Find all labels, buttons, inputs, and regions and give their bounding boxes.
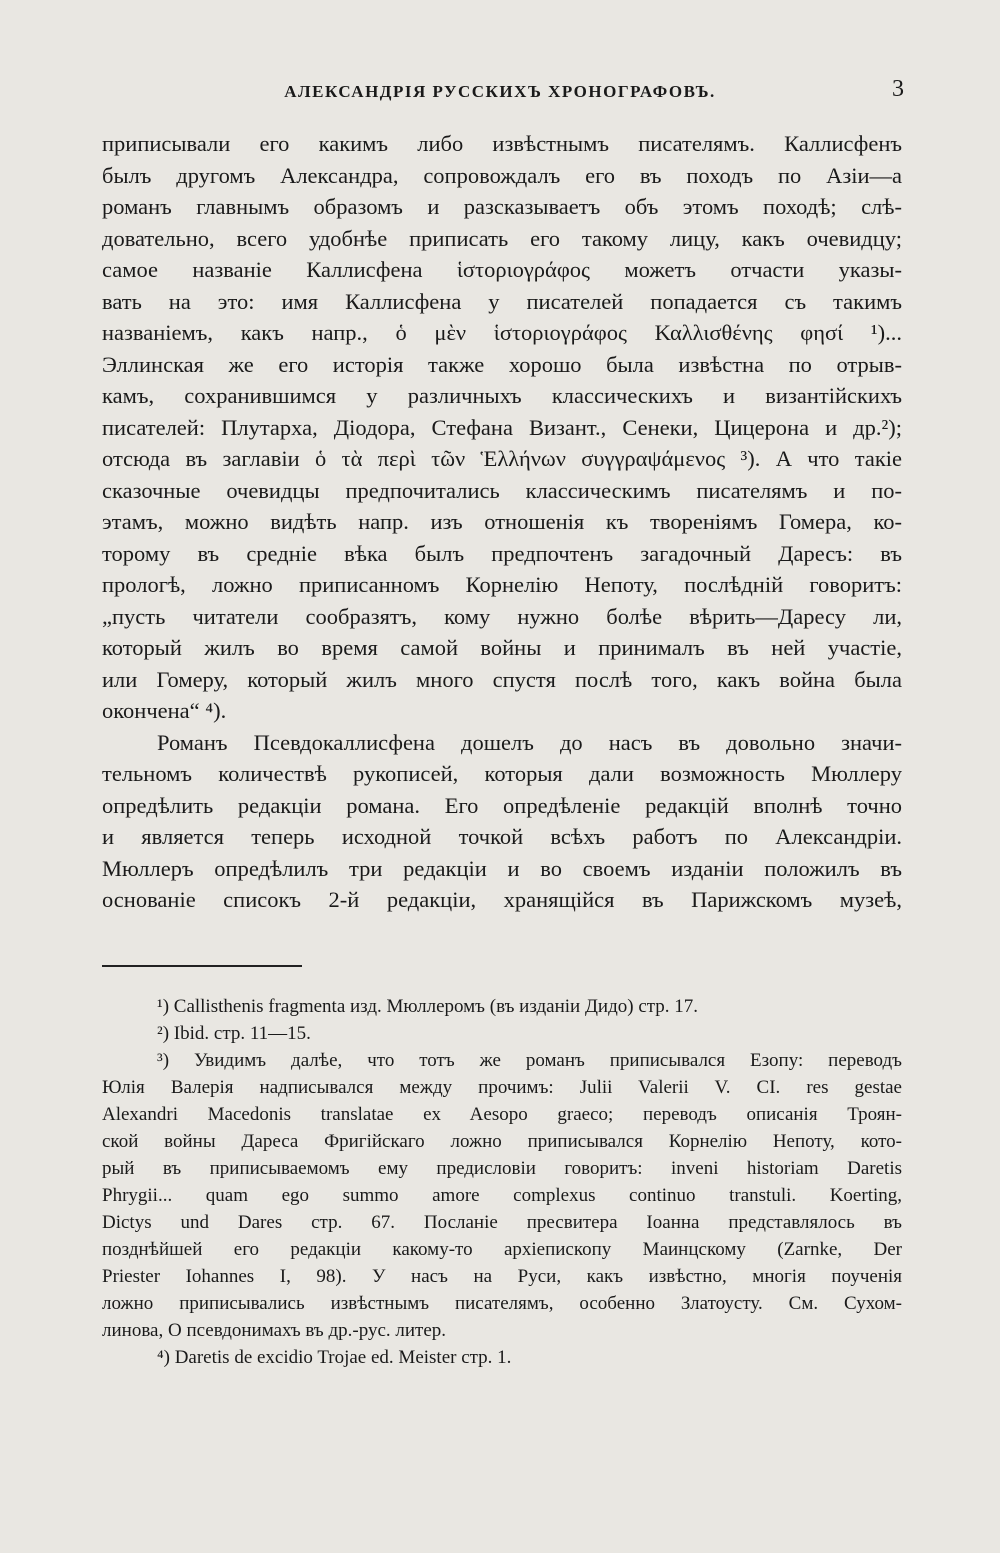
text-line: основаніе списокъ 2-й редакціи, хранящійся въ Парижскомъ музеѣ, xyxy=(102,887,902,912)
text-line: камъ, сохранившимся у различныхъ классическихъ и византійскихъ xyxy=(102,383,902,408)
footnote-line: Alexandri Macedonis translatae ex Aesopo graeco; переводъ описанія Троян- xyxy=(102,1104,902,1125)
text-line: отсюда въ заглавіи ὁ τὰ περὶ τῶν Ἑλλήνων συγγραψάμενος ³). А что такіе xyxy=(102,446,902,471)
text-line: романъ главнымъ образомъ и разсказываетъ объ этомъ походѣ; слѣ- xyxy=(102,194,902,219)
text-line: Романъ Псевдокаллисфена дошелъ до насъ въ довольно значи- xyxy=(157,729,902,755)
text-line: или Гомеру, который жилъ много спустя послѣ того, какъ война была xyxy=(102,666,902,692)
footnote-line: ³) Увидимъ далѣе, что тотъ же романъ приписывался Езопу: переводъ xyxy=(157,1050,902,1071)
text-line: прологѣ, ложно приписанномъ Корнелію Непоту, послѣдній говоритъ: xyxy=(102,572,902,597)
running-title: АЛЕКСАНДРІЯ РУССКИХЪ ХРОНОГРАФОВЪ. xyxy=(284,82,716,101)
footnote-line: ской войны Дареса Фригійскаго ложно приписывался Корнелію Непоту, кото- xyxy=(102,1131,902,1152)
paragraph-1 xyxy=(102,128,902,727)
footnote-line: Phrygii... quam ego summo amore complexus continuo transtuli. Koerting, xyxy=(102,1185,902,1206)
footnote-line: ²) Ibid. стр. 11—15. xyxy=(157,1023,311,1044)
page-number: 3 xyxy=(892,76,904,102)
text-line: „пусть читатели сообразятъ, кому нужно болѣе вѣрить—Даресу ли, xyxy=(102,603,902,629)
footnote-line: Priester Iohannes I, 98). У насъ на Руси, какъ извѣстно, многія поученія xyxy=(102,1266,902,1287)
footnote-line: ¹) Callisthenis fragmenta изд. Мюллеромъ (въ изданіи Дидо) стр. 17. xyxy=(157,996,699,1017)
text-line: Мюллеръ опредѣлилъ три редакціи и во своемъ изданіи положилъ въ xyxy=(102,855,902,881)
text-line: довательно, всего удобнѣе приписать его такому лицу, какъ очевидцу; xyxy=(102,225,902,251)
footnotes xyxy=(102,993,902,1371)
text-line: былъ другомъ Александра, сопровождалъ его въ походъ по Азіи—а xyxy=(102,162,902,188)
text-line: который жилъ во время самой войны и принималъ въ ней участіе, xyxy=(102,635,902,660)
footnote-line: Dictys und Dares стр. 67. Посланіе пресвитера Іоанна представлялось въ xyxy=(102,1212,902,1233)
text-line: Эллинская же его исторія также хорошо была извѣстна по отрыв- xyxy=(102,351,902,377)
text-line: тельномъ количествѣ рукописей, которыя дали возможность Мюллеру xyxy=(102,761,902,786)
footnote-line: ⁴) Daretis de excidio Trojae ed. Meister стр. 1. xyxy=(157,1347,512,1368)
text-line: вать на это: имя Каллисфена у писателей попадается съ такимъ xyxy=(102,288,902,314)
footnote-line: линова, О псевдонимахъ въ др.-рус. литер. xyxy=(102,1320,447,1341)
text-line: опредѣлить редакціи романа. Его опредѣленіе редакцій вполнѣ точно xyxy=(102,792,902,818)
footnote-line: ложно приписывались извѣстнымъ писателямъ, особенно Златоусту. См. Сухом- xyxy=(102,1293,902,1314)
text-line: самое названіе Каллисфена ἱστοριογράφος можетъ отчасти указы- xyxy=(102,257,902,282)
footnote-line: позднѣйшей его редакціи какому-то архіепископу Маинцскому (Zarnke, Der xyxy=(102,1239,902,1260)
text-line: сказочные очевидцы предпочитались классическимъ писателямъ и по- xyxy=(102,477,902,503)
footnote-line: рый въ приписываемомъ ему предисловіи говоритъ: inveni historiam Daretis xyxy=(102,1158,902,1179)
text-line: писателей: Плутарха, Діодора, Стефана Визант., Сенеки, Цицерона и др.²); xyxy=(102,414,902,440)
text-line: этамъ, можно видѣть напр. изъ отношенія къ твореніямъ Гомера, ко- xyxy=(102,509,902,534)
text-line: и является теперь исходной точкой всѣхъ работъ по Александріи. xyxy=(102,824,902,849)
text-line: окончена“ ⁴). xyxy=(102,698,227,723)
text-line: приписывали его какимъ либо извѣстнымъ писателямъ. Каллисфенъ xyxy=(102,131,902,156)
footnote-divider xyxy=(102,965,302,967)
main-text xyxy=(102,128,902,916)
text-line: торому въ средніе вѣка былъ предпочтенъ загадочный Даресъ: въ xyxy=(102,540,902,566)
footnote-line: Юлія Валерія надписывался между прочимъ: Julii Valerii V. CI. res gestae xyxy=(102,1077,902,1098)
text-line: названіемъ, какъ напр., ὁ μὲν ἱστοριογράφος Καλλισθένης φησί ¹)... xyxy=(102,320,902,345)
paragraph-2 xyxy=(102,727,902,916)
